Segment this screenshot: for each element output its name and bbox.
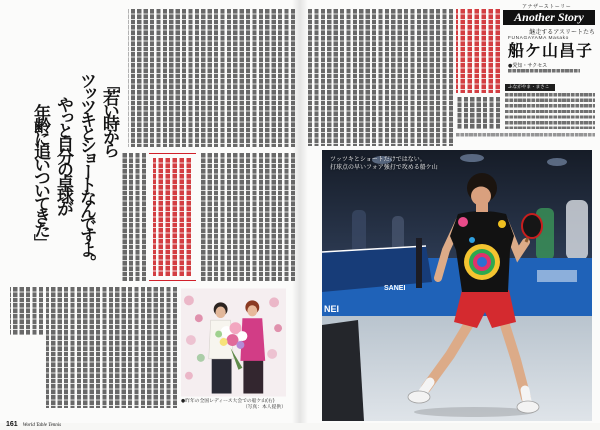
headline-line-2: ツッツキとショートなんですよ。	[76, 72, 96, 267]
body-text-block-right-lead-end	[456, 97, 500, 129]
award-photo-caption	[181, 399, 286, 410]
lead-text-red	[456, 9, 500, 93]
athlete-name: 船ケ山昌子	[508, 41, 594, 60]
credit-line	[456, 133, 595, 137]
folio	[6, 411, 61, 430]
main-photo-caption	[330, 156, 438, 172]
player-right-shoe	[517, 401, 539, 413]
barrier-logo-text: NEI	[324, 304, 340, 314]
right-woman-face	[247, 305, 257, 316]
series-title: Another Story	[503, 10, 595, 25]
award-photo-caption-line-1: ●昨年の全国レディース大会での船ケ山(右)	[181, 399, 275, 404]
headline-line-1: 「若い時から	[99, 76, 119, 154]
body-text-block-middle-left	[121, 153, 146, 281]
series-ruby: アナザーストーリー	[522, 4, 572, 10]
main-photo-caption-line-2: 打球点の早いフォア強打で攻める船ケ山	[330, 164, 438, 171]
player-face	[471, 187, 491, 206]
pull-quote-text	[153, 158, 191, 276]
body-text-block-middle-right	[200, 153, 295, 281]
foreground-dark-object	[322, 320, 364, 421]
body-text-block-bottom-end	[10, 287, 43, 335]
body-text-block-right-top	[306, 9, 453, 146]
left-woman-face	[215, 307, 225, 318]
award-photo-caption-credit: （写真：本人提供）	[242, 404, 286, 410]
net-logo-text: SANEI	[384, 285, 406, 292]
page-number: 161	[6, 421, 18, 428]
main-photo	[322, 150, 592, 421]
body-text-block-top	[128, 9, 295, 147]
player-left-shoe	[408, 391, 430, 403]
body-text-block-bottom	[46, 287, 177, 408]
main-photo-caption-line-1: ツッツキとショートだけではない。	[330, 156, 426, 163]
pull-quote-box	[149, 153, 196, 281]
table-net	[416, 238, 422, 288]
athlete-romaji: FUNAGAYAMA Masako	[508, 36, 569, 41]
series-subtitle: 継走するアスリートたち	[529, 29, 595, 36]
player-right-sock	[525, 390, 527, 401]
athlete-record-text	[508, 69, 580, 73]
headline-line-4: 年齢に追いついてきた」	[30, 104, 50, 247]
paddle-blade	[522, 214, 542, 238]
profile-label: ふながやま・まさこ	[505, 84, 555, 91]
athlete-team: ●愛知・サクセス	[508, 63, 548, 69]
player-left-sock	[423, 382, 430, 392]
magazine-title: World Table Tennis	[22, 423, 62, 428]
right-woman-pants	[243, 360, 263, 394]
profile-text	[505, 93, 595, 129]
player-shadow	[414, 407, 534, 417]
award-photo	[181, 288, 286, 397]
headline-line-3: やっと自分の卓球が	[53, 96, 73, 213]
left-woman-pants	[212, 358, 232, 394]
